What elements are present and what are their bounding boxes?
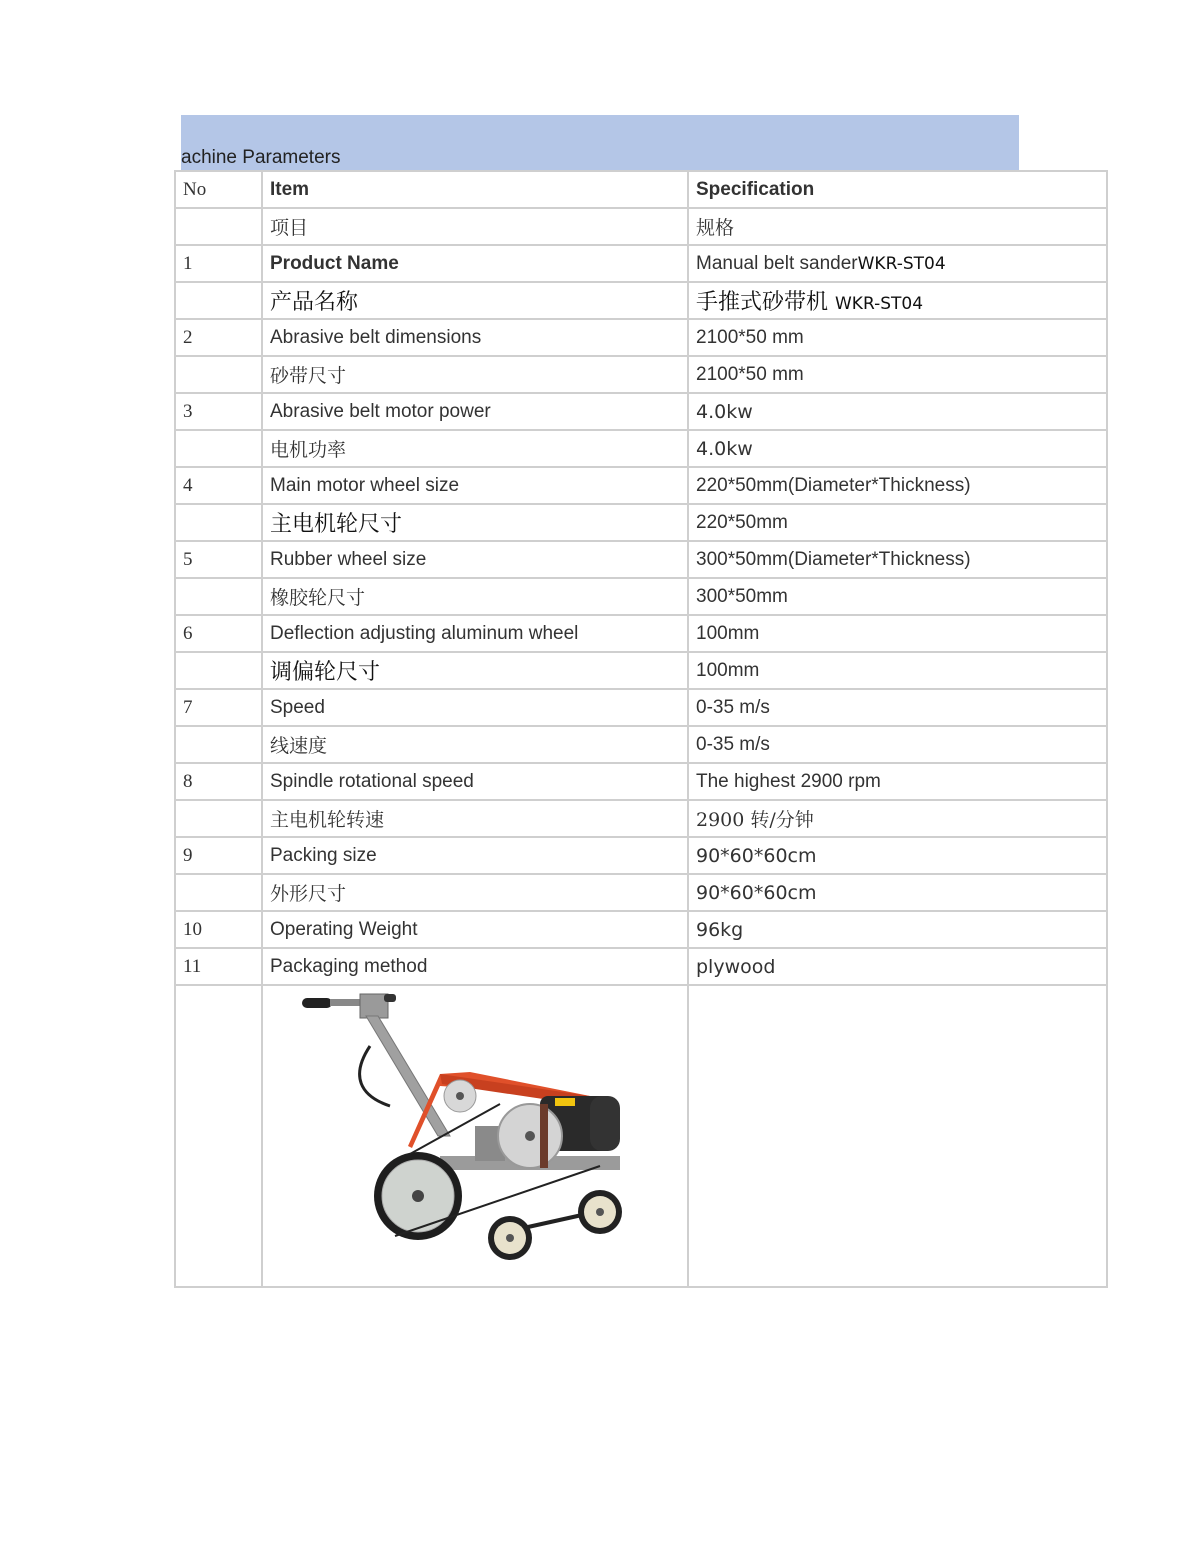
row-no — [175, 282, 262, 319]
row-spec: plywood — [688, 948, 1107, 985]
row-spec: 0-35 m/s — [688, 689, 1107, 726]
table-header-row-cn — [175, 208, 1107, 245]
image-row-spec-cell — [688, 985, 1107, 1287]
row-item: 线速度 — [262, 726, 688, 763]
row-item: Product Name — [262, 245, 688, 282]
table-row — [175, 393, 1107, 430]
row-item: 电机功率 — [262, 430, 688, 467]
table-row — [175, 282, 1107, 319]
row-spec: The highest 2900 rpm — [688, 763, 1107, 800]
row-spec: 220*50mm — [688, 504, 1107, 541]
belt-sander-machine-image — [300, 986, 640, 1286]
header-spec-cn: 规格 — [688, 208, 1107, 245]
row-item: Abrasive belt dimensions — [262, 319, 688, 356]
table-row — [175, 874, 1107, 911]
row-item: 产品名称 — [262, 282, 688, 319]
table-row — [175, 615, 1107, 652]
row-spec: 90*60*60cm — [688, 874, 1107, 911]
row-spec: 100mm — [688, 652, 1107, 689]
table-row — [175, 652, 1107, 689]
row-no — [175, 430, 262, 467]
row-spec: 4.0kw — [688, 430, 1107, 467]
table-row — [175, 504, 1107, 541]
row-no — [175, 578, 262, 615]
row-item: Speed — [262, 689, 688, 726]
row-no: 9 — [175, 837, 262, 874]
row-spec: 300*50mm(Diameter*Thickness) — [688, 541, 1107, 578]
model-code: WKR-ST04 — [835, 294, 924, 314]
parameters-table — [174, 170, 1108, 1288]
row-item: Deflection adjusting aluminum wheel — [262, 615, 688, 652]
row-spec: 90*60*60cm — [688, 837, 1107, 874]
row-no: 7 — [175, 689, 262, 726]
section-title: achine Parameters — [181, 147, 341, 168]
table-row — [175, 948, 1107, 985]
section-header-band — [181, 115, 1019, 170]
row-no: 6 — [175, 615, 262, 652]
row-no: 4 — [175, 467, 262, 504]
row-item: Abrasive belt motor power — [262, 393, 688, 430]
row-no — [175, 726, 262, 763]
table-row — [175, 911, 1107, 948]
row-no — [175, 800, 262, 837]
row-item: Operating Weight — [262, 911, 688, 948]
header-no-cn — [175, 208, 262, 245]
row-no — [175, 874, 262, 911]
header-spec: Specification — [688, 171, 1107, 208]
table-row — [175, 541, 1107, 578]
row-spec: 300*50mm — [688, 578, 1107, 615]
row-no: 10 — [175, 911, 262, 948]
row-item: 主电机轮转速 — [262, 800, 688, 837]
table-row — [175, 356, 1107, 393]
header-no: No — [175, 171, 262, 208]
row-item: 主电机轮尺寸 — [262, 504, 688, 541]
image-row — [175, 985, 1107, 1287]
model-code: WKR-ST04 — [857, 253, 946, 274]
row-no: 11 — [175, 948, 262, 985]
row-no — [175, 504, 262, 541]
row-item: 橡胶轮尺寸 — [262, 578, 688, 615]
table-row — [175, 763, 1107, 800]
image-cell — [262, 985, 688, 1287]
row-no: 8 — [175, 763, 262, 800]
row-item: Packing size — [262, 837, 688, 874]
table-row — [175, 245, 1107, 282]
row-item: 砂带尺寸 — [262, 356, 688, 393]
image-row-empty-cell — [175, 985, 262, 1287]
row-spec — [688, 245, 1107, 282]
row-no: 5 — [175, 541, 262, 578]
row-spec: 2900 转/分钟 — [688, 800, 1107, 837]
row-item: Main motor wheel size — [262, 467, 688, 504]
table-row — [175, 837, 1107, 874]
row-item: Rubber wheel size — [262, 541, 688, 578]
row-no: 1 — [175, 245, 262, 282]
row-spec — [688, 282, 1107, 319]
table-row — [175, 467, 1107, 504]
header-item: Item — [262, 171, 688, 208]
row-spec: 4.0kw — [688, 393, 1107, 430]
row-spec-text: 手推式砂带机 — [696, 290, 835, 315]
row-spec: 2100*50 mm — [688, 319, 1107, 356]
row-no — [175, 356, 262, 393]
table-row — [175, 689, 1107, 726]
row-item: Packaging method — [262, 948, 688, 985]
row-spec: 2100*50 mm — [688, 356, 1107, 393]
header-item-cn: 项目 — [262, 208, 688, 245]
row-spec: 220*50mm(Diameter*Thickness) — [688, 467, 1107, 504]
row-spec: 96kg — [688, 911, 1107, 948]
row-item: Spindle rotational speed — [262, 763, 688, 800]
row-no: 3 — [175, 393, 262, 430]
row-spec-text: Manual belt sander — [696, 252, 858, 274]
row-no — [175, 652, 262, 689]
table-header-row — [175, 171, 1107, 208]
table-row — [175, 726, 1107, 763]
row-spec: 100mm — [688, 615, 1107, 652]
row-item: 外形尺寸 — [262, 874, 688, 911]
row-no: 2 — [175, 319, 262, 356]
table-row — [175, 430, 1107, 467]
table-row — [175, 319, 1107, 356]
row-item: 调偏轮尺寸 — [262, 652, 688, 689]
table-row — [175, 578, 1107, 615]
table-row — [175, 800, 1107, 837]
row-spec: 0-35 m/s — [688, 726, 1107, 763]
